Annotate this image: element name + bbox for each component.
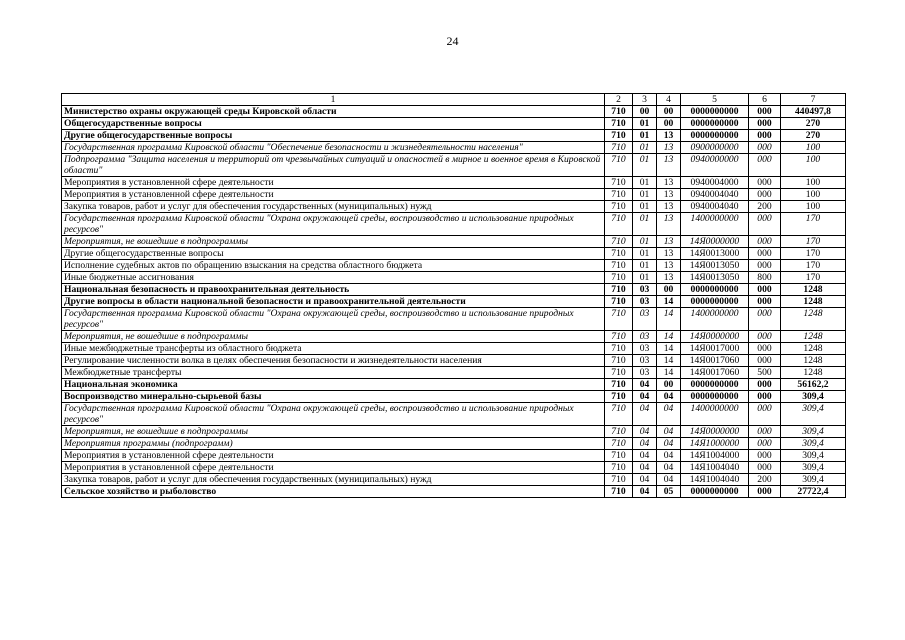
row-label: Национальная экономика (62, 379, 605, 391)
table-row (62, 142, 846, 154)
amount: 309,4 (781, 474, 846, 486)
target-article-code: 1400000000 (681, 403, 749, 426)
ministry-code: 710 (605, 177, 633, 189)
amount: 170 (781, 260, 846, 272)
amount: 309,4 (781, 438, 846, 450)
section-code: 01 (633, 154, 657, 177)
ministry-code: 710 (605, 486, 633, 498)
expense-type-code: 000 (749, 106, 781, 118)
row-label: Подпрограмма "Защита населения и территорий от чрезвычайных ситуаций и опасностей в мирное и военное время в Кировской области" (62, 154, 605, 177)
ministry-code: 710 (605, 248, 633, 260)
subsection-code: 00 (657, 379, 681, 391)
table-row (62, 213, 846, 236)
section-code: 03 (633, 331, 657, 343)
section-code: 01 (633, 236, 657, 248)
section-code: 01 (633, 213, 657, 236)
target-article-code: 1400000000 (681, 213, 749, 236)
section-code: 04 (633, 403, 657, 426)
target-article-code: 14Я0000000 (681, 331, 749, 343)
row-label: Мероприятия, не вошедшие в подпрограммы (62, 426, 605, 438)
ministry-code: 710 (605, 260, 633, 272)
ministry-code: 710 (605, 403, 633, 426)
table-row (62, 118, 846, 130)
target-article-code: 14Я0017060 (681, 367, 749, 379)
amount: 27722,4 (781, 486, 846, 498)
amount: 270 (781, 130, 846, 142)
target-article-code: 14Я1004040 (681, 474, 749, 486)
section-code: 04 (633, 391, 657, 403)
subsection-code: 14 (657, 308, 681, 331)
target-article-code: 14Я0000000 (681, 426, 749, 438)
amount: 309,4 (781, 450, 846, 462)
subsection-code: 13 (657, 248, 681, 260)
subsection-code: 04 (657, 403, 681, 426)
row-label: Мероприятия программы (подпрограмм) (62, 438, 605, 450)
table-row (62, 201, 846, 213)
row-label: Государственная программа Кировской области "Обеспечение безопасности и жизнедеятельности населения" (62, 142, 605, 154)
expense-type-code: 000 (749, 154, 781, 177)
table-row (62, 130, 846, 142)
subsection-code: 04 (657, 438, 681, 450)
table-row (62, 367, 846, 379)
target-article-code: 14Я1004040 (681, 462, 749, 474)
subsection-code: 05 (657, 486, 681, 498)
section-code: 01 (633, 189, 657, 201)
row-label: Воспроизводство минерально-сырьевой базы (62, 391, 605, 403)
expense-type-code: 000 (749, 177, 781, 189)
amount: 270 (781, 118, 846, 130)
subsection-code: 00 (657, 284, 681, 296)
table-row (62, 355, 846, 367)
table-row (62, 391, 846, 403)
subsection-code: 00 (657, 118, 681, 130)
row-label: Сельское хозяйство и рыболовство (62, 486, 605, 498)
expense-type-code: 000 (749, 213, 781, 236)
target-article-code: 0000000000 (681, 130, 749, 142)
ministry-code: 710 (605, 284, 633, 296)
table-header-row (62, 94, 846, 106)
amount: 100 (781, 177, 846, 189)
section-code: 01 (633, 130, 657, 142)
subsection-code: 13 (657, 236, 681, 248)
subsection-code: 13 (657, 213, 681, 236)
target-article-code: 14Я1000000 (681, 438, 749, 450)
amount: 440497,8 (781, 106, 846, 118)
target-article-code: 14Я0017060 (681, 355, 749, 367)
amount: 100 (781, 189, 846, 201)
amount: 1248 (781, 296, 846, 308)
section-code: 00 (633, 106, 657, 118)
target-article-code: 14Я0017000 (681, 343, 749, 355)
ministry-code: 710 (605, 142, 633, 154)
table-row (62, 177, 846, 189)
subsection-code: 13 (657, 260, 681, 272)
expense-type-code: 000 (749, 450, 781, 462)
expense-type-code: 000 (749, 343, 781, 355)
target-article-code: 0940004000 (681, 177, 749, 189)
table-row (62, 343, 846, 355)
section-code: 01 (633, 201, 657, 213)
expense-type-code: 000 (749, 248, 781, 260)
amount: 1248 (781, 355, 846, 367)
expense-type-code: 000 (749, 331, 781, 343)
expense-type-code: 000 (749, 391, 781, 403)
amount: 309,4 (781, 403, 846, 426)
ministry-code: 710 (605, 308, 633, 331)
ministry-code: 710 (605, 189, 633, 201)
target-article-code: 14Я1004000 (681, 450, 749, 462)
expense-type-code: 200 (749, 201, 781, 213)
table-row (62, 272, 846, 284)
expense-type-code: 000 (749, 486, 781, 498)
section-code: 04 (633, 379, 657, 391)
target-article-code: 0000000000 (681, 284, 749, 296)
table-row (62, 260, 846, 272)
column-header: 3 (633, 94, 657, 106)
row-label: Мероприятия в установленной сфере деятельности (62, 450, 605, 462)
row-label: Государственная программа Кировской области "Охрана окружающей среды, воспроизводство и использование природных ресурсов" (62, 403, 605, 426)
expense-type-code: 000 (749, 236, 781, 248)
row-label: Иные межбюджетные трансферты из областного бюджета (62, 343, 605, 355)
section-code: 03 (633, 296, 657, 308)
section-code: 03 (633, 284, 657, 296)
amount: 170 (781, 248, 846, 260)
target-article-code: 0940004040 (681, 201, 749, 213)
section-code: 01 (633, 272, 657, 284)
target-article-code: 0940004040 (681, 189, 749, 201)
section-code: 04 (633, 438, 657, 450)
subsection-code: 13 (657, 189, 681, 201)
section-code: 03 (633, 308, 657, 331)
target-article-code: 0900000000 (681, 142, 749, 154)
section-code: 04 (633, 474, 657, 486)
table-row (62, 189, 846, 201)
column-header: 6 (749, 94, 781, 106)
table-row (62, 379, 846, 391)
table-row (62, 248, 846, 260)
column-header: 1 (62, 94, 605, 106)
subsection-code: 13 (657, 142, 681, 154)
table-row (62, 450, 846, 462)
expense-type-code: 000 (749, 118, 781, 130)
row-label: Другие общегосударственные вопросы (62, 130, 605, 142)
ministry-code: 710 (605, 130, 633, 142)
section-code: 01 (633, 118, 657, 130)
amount: 1248 (781, 284, 846, 296)
ministry-code: 710 (605, 201, 633, 213)
amount: 1248 (781, 343, 846, 355)
section-code: 01 (633, 177, 657, 189)
amount: 100 (781, 154, 846, 177)
ministry-code: 710 (605, 272, 633, 284)
amount: 100 (781, 142, 846, 154)
table-row (62, 154, 846, 177)
table-row (62, 474, 846, 486)
page-number: 24 (446, 34, 459, 48)
amount: 1248 (781, 308, 846, 331)
target-article-code: 0940000000 (681, 154, 749, 177)
subsection-code: 04 (657, 462, 681, 474)
subsection-code: 04 (657, 391, 681, 403)
expense-type-code: 000 (749, 355, 781, 367)
subsection-code: 14 (657, 367, 681, 379)
subsection-code: 13 (657, 154, 681, 177)
table-row (62, 426, 846, 438)
ministry-code: 710 (605, 379, 633, 391)
subsection-code: 13 (657, 272, 681, 284)
target-article-code: 0000000000 (681, 486, 749, 498)
row-label: Общегосударственные вопросы (62, 118, 605, 130)
row-label: Мероприятия в установленной сфере деятельности (62, 177, 605, 189)
amount: 309,4 (781, 426, 846, 438)
subsection-code: 14 (657, 331, 681, 343)
expense-type-code: 000 (749, 142, 781, 154)
budget-table (61, 93, 846, 498)
row-label: Мероприятия, не вошедшие в подпрограммы (62, 236, 605, 248)
ministry-code: 710 (605, 213, 633, 236)
subsection-code: 00 (657, 106, 681, 118)
amount: 309,4 (781, 462, 846, 474)
table-row (62, 284, 846, 296)
expense-type-code: 000 (749, 308, 781, 331)
row-label: Министерство охраны окружающей среды Кировской области (62, 106, 605, 118)
table-row (62, 308, 846, 331)
section-code: 03 (633, 343, 657, 355)
table-row (62, 236, 846, 248)
amount: 56162,2 (781, 379, 846, 391)
expense-type-code: 000 (749, 426, 781, 438)
row-label: Иные бюджетные ассигнования (62, 272, 605, 284)
expense-type-code: 000 (749, 438, 781, 450)
target-article-code: 0000000000 (681, 296, 749, 308)
ministry-code: 710 (605, 462, 633, 474)
row-label: Другие общегосударственные вопросы (62, 248, 605, 260)
expense-type-code: 500 (749, 367, 781, 379)
column-header: 7 (781, 94, 846, 106)
ministry-code: 710 (605, 331, 633, 343)
section-code: 04 (633, 450, 657, 462)
row-label: Закупка товаров, работ и услуг для обеспечения государственных (муниципальных) нужд (62, 474, 605, 486)
section-code: 01 (633, 260, 657, 272)
ministry-code: 710 (605, 367, 633, 379)
expense-type-code: 000 (749, 403, 781, 426)
row-label: Национальная безопасность и правоохранительная деятельность (62, 284, 605, 296)
column-header: 2 (605, 94, 633, 106)
section-code: 03 (633, 367, 657, 379)
row-label: Государственная программа Кировской области "Охрана окружающей среды, воспроизводство и использование природных ресурсов" (62, 213, 605, 236)
target-article-code: 0000000000 (681, 118, 749, 130)
subsection-code: 13 (657, 177, 681, 189)
row-label: Межбюджетные трансферты (62, 367, 605, 379)
expense-type-code: 000 (749, 130, 781, 142)
ministry-code: 710 (605, 106, 633, 118)
target-article-code: 14Я0013050 (681, 260, 749, 272)
row-label: Другие вопросы в области национальной безопасности и правоохранительной деятельности (62, 296, 605, 308)
row-label: Мероприятия в установленной сфере деятельности (62, 462, 605, 474)
amount: 309,4 (781, 391, 846, 403)
target-article-code: 0000000000 (681, 391, 749, 403)
section-code: 01 (633, 248, 657, 260)
table-row (62, 486, 846, 498)
target-article-code: 14Я0013050 (681, 272, 749, 284)
section-code: 04 (633, 426, 657, 438)
subsection-code: 04 (657, 474, 681, 486)
table-row (62, 403, 846, 426)
subsection-code: 13 (657, 201, 681, 213)
column-header: 4 (657, 94, 681, 106)
table-row (62, 438, 846, 450)
ministry-code: 710 (605, 391, 633, 403)
amount: 170 (781, 236, 846, 248)
amount: 1248 (781, 367, 846, 379)
ministry-code: 710 (605, 236, 633, 248)
section-code: 04 (633, 486, 657, 498)
ministry-code: 710 (605, 474, 633, 486)
ministry-code: 710 (605, 438, 633, 450)
row-label: Государственная программа Кировской области "Охрана окружающей среды, воспроизводство и использование природных ресурсов" (62, 308, 605, 331)
subsection-code: 14 (657, 343, 681, 355)
ministry-code: 710 (605, 426, 633, 438)
table-body (62, 106, 846, 498)
subsection-code: 04 (657, 426, 681, 438)
ministry-code: 710 (605, 296, 633, 308)
row-label: Регулирование численности волка в целях обеспечения безопасности и жизнедеятельности населения (62, 355, 605, 367)
target-article-code: 0000000000 (681, 106, 749, 118)
column-header: 5 (681, 94, 749, 106)
row-label: Исполнение судебных актов по обращению взыскания на средства областного бюджета (62, 260, 605, 272)
table-row (62, 106, 846, 118)
section-code: 04 (633, 462, 657, 474)
row-label: Закупка товаров, работ и услуг для обеспечения государственных (муниципальных) нужд (62, 201, 605, 213)
subsection-code: 04 (657, 450, 681, 462)
row-label: Мероприятия, не вошедшие в подпрограммы (62, 331, 605, 343)
target-article-code: 1400000000 (681, 308, 749, 331)
expense-type-code: 000 (749, 284, 781, 296)
section-code: 03 (633, 355, 657, 367)
ministry-code: 710 (605, 450, 633, 462)
target-article-code: 14Я0013000 (681, 248, 749, 260)
ministry-code: 710 (605, 118, 633, 130)
expense-type-code: 000 (749, 379, 781, 391)
expense-type-code: 000 (749, 260, 781, 272)
subsection-code: 14 (657, 296, 681, 308)
row-label: Мероприятия в установленной сфере деятельности (62, 189, 605, 201)
amount: 170 (781, 272, 846, 284)
section-code: 01 (633, 142, 657, 154)
amount: 100 (781, 201, 846, 213)
subsection-code: 14 (657, 355, 681, 367)
ministry-code: 710 (605, 154, 633, 177)
expense-type-code: 000 (749, 296, 781, 308)
expense-type-code: 000 (749, 189, 781, 201)
table-row (62, 462, 846, 474)
expense-type-code: 000 (749, 462, 781, 474)
table-row (62, 296, 846, 308)
amount: 1248 (781, 331, 846, 343)
target-article-code: 0000000000 (681, 379, 749, 391)
target-article-code: 14Я0000000 (681, 236, 749, 248)
amount: 170 (781, 213, 846, 236)
ministry-code: 710 (605, 343, 633, 355)
expense-type-code: 800 (749, 272, 781, 284)
ministry-code: 710 (605, 355, 633, 367)
expense-type-code: 200 (749, 474, 781, 486)
subsection-code: 13 (657, 130, 681, 142)
table-row (62, 331, 846, 343)
